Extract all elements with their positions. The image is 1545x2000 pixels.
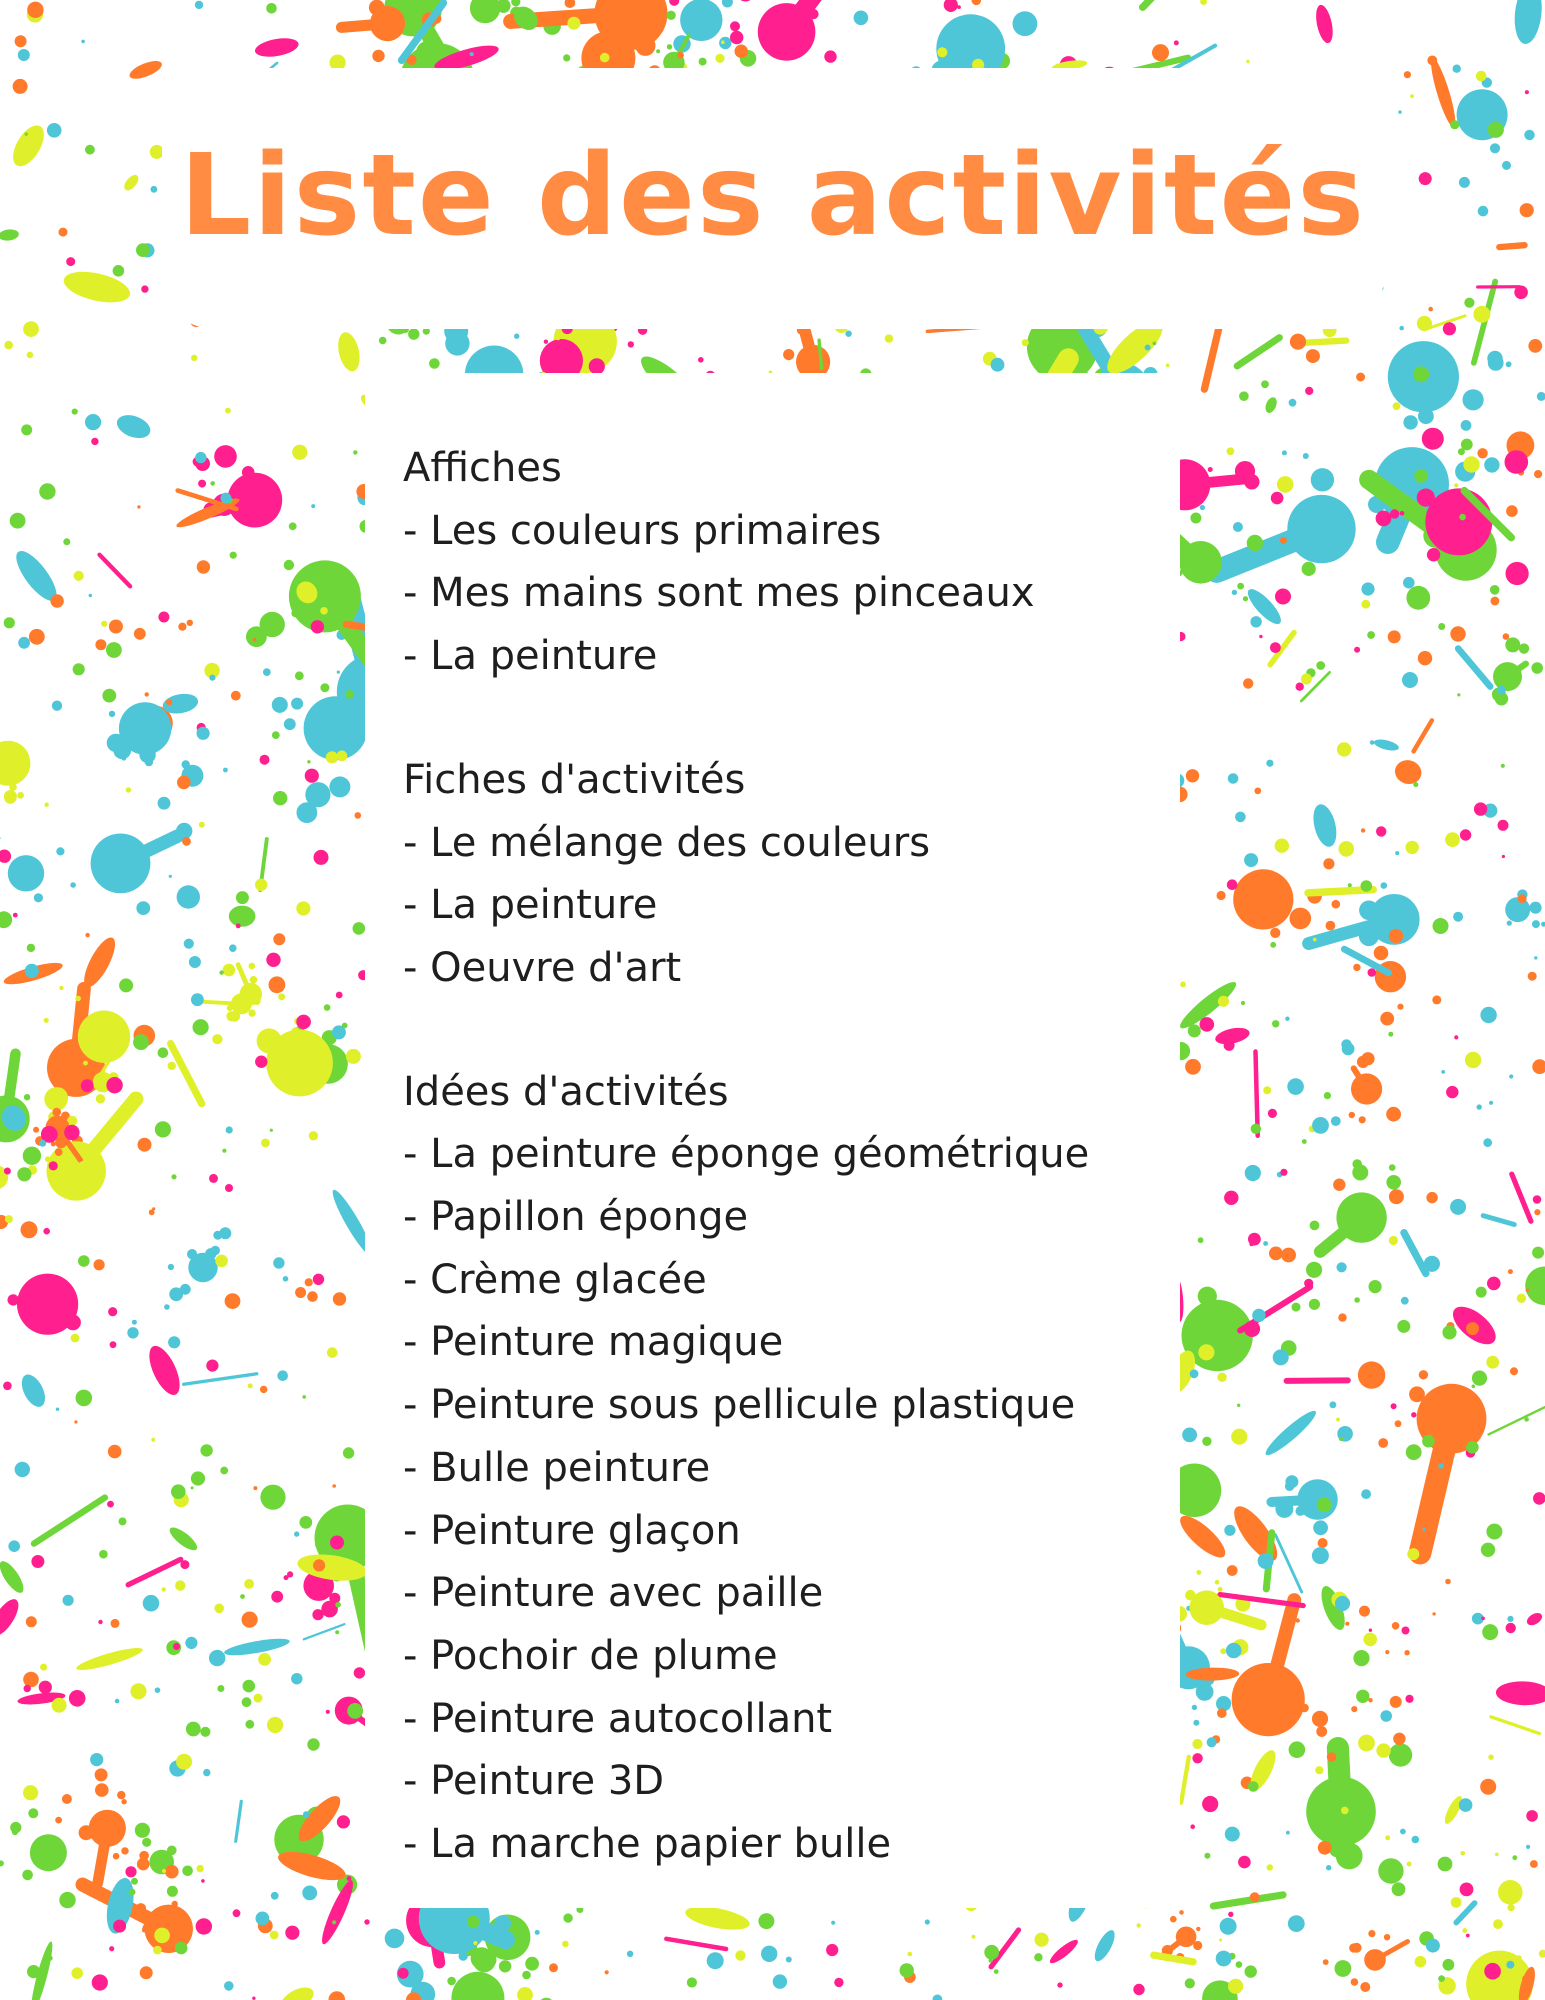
list-item: - Pochoir de plume: [403, 1632, 778, 1679]
list-item: - Peinture avec paille: [403, 1570, 824, 1617]
list-item: - Papillon éponge: [403, 1194, 749, 1241]
section-fiches-activites: [403, 749, 1180, 1000]
list-item: - Peinture glaçon: [403, 1507, 741, 1554]
activity-list-card: [365, 373, 1180, 1908]
list-item: - La peinture: [403, 882, 658, 929]
list-item: - La peinture: [403, 633, 658, 680]
section-heading: Idées d'activités: [403, 1068, 729, 1115]
section-idees-activites: [403, 1061, 1180, 1876]
list-item: - La peinture éponge géométrique: [403, 1131, 1090, 1178]
title-card: [162, 68, 1384, 329]
list-item: - Bulle peinture: [403, 1444, 711, 1491]
list-item: - La marche papier bulle: [403, 1821, 892, 1868]
section-heading: Fiches d'activités: [403, 756, 746, 803]
list-item: - Le mélange des couleurs: [403, 819, 931, 866]
list-item: - Mes mains sont mes pinceaux: [403, 570, 1035, 617]
section-heading: Affiches: [403, 445, 562, 491]
page-title: Liste des activités: [179, 130, 1367, 261]
list-item: - Peinture 3D: [403, 1758, 665, 1805]
list-item: - Crème glacée: [403, 1256, 707, 1303]
section-affiches: [403, 437, 1180, 688]
list-item: - Peinture autocollant: [403, 1695, 833, 1742]
list-item: - Peinture sous pellicule plastique: [403, 1382, 1076, 1429]
list-item: - Peinture magique: [403, 1319, 784, 1366]
list-item: - Les couleurs primaires: [403, 507, 882, 554]
list-item: - Oeuvre d'art: [403, 944, 682, 991]
